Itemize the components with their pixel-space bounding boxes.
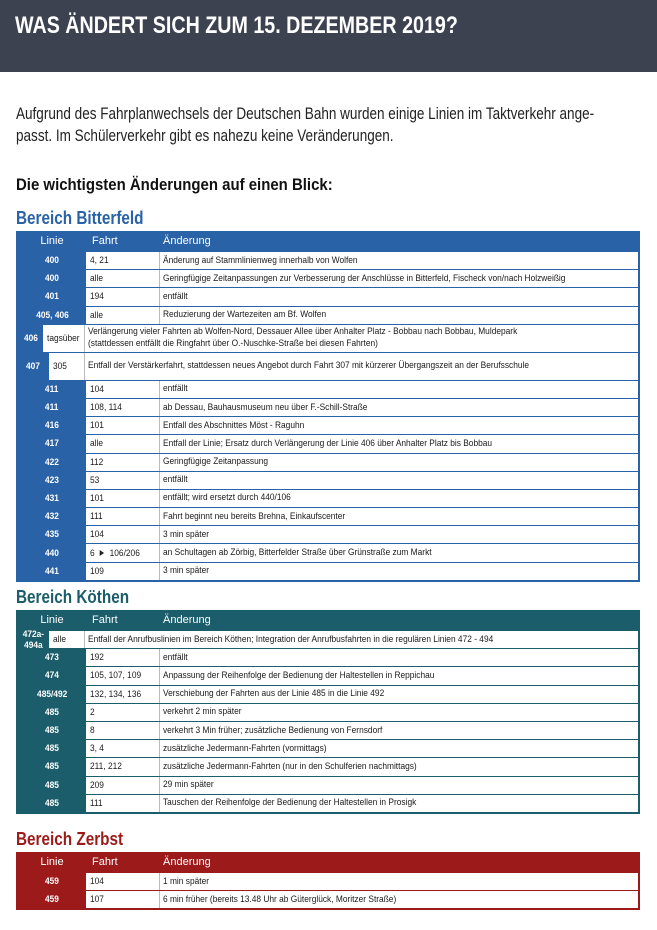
cell-linie bbox=[18, 252, 86, 269]
cell-fahrt-text: 194 bbox=[90, 291, 104, 303]
table-row bbox=[18, 251, 638, 269]
cell-linie bbox=[18, 307, 86, 324]
cell-aenderung-text: zusätzliche Jedermann-Fahrten (nur in den Schulferien nachmittags) bbox=[163, 760, 417, 772]
cell-fahrt-text: 132, 134, 136 bbox=[90, 688, 142, 700]
table-body bbox=[18, 251, 638, 580]
cell-fahrt bbox=[86, 307, 160, 324]
table-row bbox=[18, 398, 638, 416]
table-header bbox=[18, 852, 638, 872]
table-row bbox=[18, 489, 638, 507]
cell-aenderung-text: Verschiebung der Fahrten aus der Linie 485 in die Linie 492 bbox=[163, 688, 385, 700]
column-header-aenderung: Änderung bbox=[163, 235, 211, 247]
cell-linie-text: 485 bbox=[45, 779, 59, 791]
cell-aenderung-text: 3 min später bbox=[163, 565, 210, 577]
cell-fahrt-to: 106/206 bbox=[109, 547, 140, 559]
cell-fahrt-text: 8 bbox=[90, 725, 95, 737]
cell-fahrt-from: 6 bbox=[90, 547, 95, 559]
cell-aenderung bbox=[160, 252, 638, 269]
cell-linie-text: 400 bbox=[45, 255, 59, 267]
cell-linie-text: 416 bbox=[45, 420, 59, 432]
table-row bbox=[18, 776, 638, 794]
table-row bbox=[18, 757, 638, 775]
cell-linie bbox=[18, 704, 86, 721]
cell-fahrt-text: 105, 107, 109 bbox=[90, 670, 142, 682]
cell-fahrt bbox=[86, 490, 160, 507]
cell-aenderung-text: Verlängerung vieler Fahrten ab Wolfen-Nord, Dessauer Allee über Anhalter Platz - Bobbau nach Bobbau, Muldepark (stattdessen entfällt die Ringfahrt über O.-Nuschke-Straße bei diesen Fahrten) bbox=[88, 326, 518, 350]
cell-fahrt-text: 104 bbox=[90, 529, 104, 541]
cell-linie-text: 459 bbox=[45, 894, 59, 906]
cell-fahrt-text: 107 bbox=[90, 894, 104, 906]
cell-linie bbox=[18, 891, 86, 908]
cell-linie bbox=[18, 399, 86, 416]
table-row bbox=[18, 416, 638, 434]
table-row bbox=[18, 453, 638, 471]
cell-fahrt bbox=[86, 544, 160, 561]
cell-aenderung bbox=[160, 544, 638, 561]
cell-linie bbox=[18, 873, 86, 890]
cell-linie bbox=[18, 758, 86, 775]
table-row bbox=[18, 471, 638, 489]
cell-fahrt-text: 108, 114 bbox=[90, 402, 122, 414]
table-row bbox=[18, 507, 638, 525]
cell-aenderung bbox=[160, 270, 638, 287]
cell-fahrt bbox=[86, 740, 160, 757]
cell-aenderung-text: Tauschen der Reihenfolge der Bedienung der Haltestellen in Prosigk bbox=[163, 797, 417, 809]
cell-linie-text: 485 bbox=[45, 761, 59, 773]
cell-linie-text: 406 bbox=[23, 332, 38, 344]
cell-fahrt bbox=[86, 722, 160, 739]
table-row bbox=[18, 890, 638, 908]
cell-fahrt-text: 211, 212 bbox=[90, 761, 122, 773]
table-row bbox=[18, 794, 638, 812]
cell-aenderung-text: Reduzierung der Wartezeiten am Bf. Wolfen bbox=[163, 309, 327, 321]
cell-fahrt-text: alle bbox=[52, 634, 66, 646]
column-header-fahrt: Fahrt bbox=[92, 856, 118, 868]
cell-aenderung-text: Geringfügige Zeitanpassungen zur Verbesserung der Anschlüsse in Bitterfeld, Fischeck von/nach Holzweißig bbox=[163, 272, 566, 284]
intro-text bbox=[16, 103, 639, 147]
cell-linie bbox=[18, 288, 86, 305]
cell-fahrt bbox=[86, 288, 160, 305]
cell-aenderung-text: entfällt bbox=[163, 474, 188, 486]
table-row bbox=[18, 380, 638, 398]
cell-fahrt-text: 101 bbox=[90, 420, 104, 432]
cell-aenderung-text: 3 min später bbox=[163, 528, 210, 540]
cell-linie-text: 485 bbox=[45, 706, 59, 718]
cell-fahrt-text: 4, 21 bbox=[90, 255, 109, 267]
cell-linie-text: 472a-494a bbox=[22, 628, 45, 651]
cell-fahrt bbox=[49, 353, 85, 380]
cell-linie-text: 401 bbox=[45, 291, 59, 303]
column-header-linie: Linie bbox=[40, 856, 64, 868]
cell-linie-text: 417 bbox=[45, 438, 59, 450]
cell-fahrt bbox=[86, 873, 160, 890]
cell-fahrt-text: tagsüber bbox=[47, 332, 80, 344]
cell-fahrt-text: 2 bbox=[90, 706, 95, 718]
cell-fahrt bbox=[86, 270, 160, 287]
cell-aenderung bbox=[85, 353, 638, 380]
cell-aenderung bbox=[160, 399, 638, 416]
table-row bbox=[18, 628, 638, 651]
cell-fahrt-text: 111 bbox=[90, 797, 103, 809]
cell-fahrt-text: 111 bbox=[90, 511, 103, 523]
cell-linie-text: 411 bbox=[45, 402, 59, 414]
cell-linie bbox=[18, 417, 86, 434]
table-row bbox=[18, 648, 638, 666]
cell-linie-text: 441 bbox=[45, 565, 59, 577]
cell-linie-text: 411 bbox=[45, 383, 59, 395]
table-row bbox=[18, 739, 638, 757]
cell-aenderung-text: an Schultagen ab Zörbig, Bitterfelder Straße über Grünstraße zum Markt bbox=[163, 547, 432, 559]
column-header-linie: Linie bbox=[40, 235, 64, 247]
cell-aenderung bbox=[160, 777, 638, 794]
cell-aenderung-text: entfällt bbox=[163, 290, 188, 302]
cell-aenderung bbox=[160, 740, 638, 757]
cell-aenderung-text: entfällt bbox=[163, 651, 188, 663]
cell-fahrt bbox=[86, 508, 160, 525]
cell-aenderung bbox=[160, 704, 638, 721]
cell-fahrt bbox=[43, 325, 85, 352]
cell-aenderung bbox=[160, 417, 638, 434]
table-row bbox=[18, 287, 638, 305]
cell-aenderung-text: Entfall der Anrufbuslinien im Bereich Köthen; Integration der Anrufbusfahrten in die regulären Linien 472 - 494 bbox=[88, 633, 494, 645]
cell-linie-text: 400 bbox=[45, 273, 59, 285]
table-bitterfeld bbox=[16, 231, 640, 582]
cell-fahrt bbox=[86, 252, 160, 269]
cell-linie-text: 423 bbox=[45, 474, 59, 486]
cell-aenderung-text: Entfall der Linie; Ersatz durch Verlängerung der Linie 406 über Anhalter Platz bis Bobbau bbox=[163, 437, 493, 449]
cell-fahrt-text: 109 bbox=[90, 565, 104, 577]
cell-aenderung bbox=[160, 891, 638, 908]
table-row bbox=[18, 543, 638, 561]
cell-aenderung bbox=[160, 758, 638, 775]
cell-aenderung-text: ab Dessau, Bauhausmuseum neu über F.-Schill-Straße bbox=[163, 401, 368, 413]
cell-fahrt bbox=[86, 667, 160, 684]
cell-aenderung-text: zusätzliche Jedermann-Fahrten (vormittags) bbox=[163, 742, 327, 754]
cell-fahrt bbox=[86, 399, 160, 416]
cell-aenderung bbox=[160, 526, 638, 543]
table-row bbox=[18, 872, 638, 890]
cell-linie-text: 459 bbox=[45, 876, 59, 888]
arrow-right-icon bbox=[100, 550, 104, 556]
cell-aenderung-text: verkehrt 3 Min früher; zusätzliche Bedienung von Fernsdorf bbox=[163, 724, 383, 736]
section-title-bitterfeld: Bereich Bitterfeld bbox=[16, 208, 144, 228]
cell-fahrt-text: alle bbox=[90, 438, 104, 450]
cell-fahrt bbox=[49, 631, 85, 648]
cell-fahrt bbox=[86, 563, 160, 580]
cell-linie bbox=[18, 740, 86, 757]
cell-fahrt bbox=[86, 381, 160, 398]
cell-linie bbox=[18, 472, 86, 489]
cell-linie bbox=[18, 325, 43, 352]
table-row bbox=[18, 703, 638, 721]
cell-fahrt bbox=[86, 417, 160, 434]
cell-linie-text: 485/492 bbox=[36, 688, 68, 700]
cell-linie bbox=[18, 649, 86, 666]
cell-aenderung bbox=[160, 490, 638, 507]
cell-fahrt bbox=[86, 795, 160, 812]
cell-aenderung bbox=[160, 667, 638, 684]
cell-aenderung bbox=[85, 631, 638, 648]
cell-aenderung-text: 1 min später bbox=[163, 875, 210, 887]
cell-fahrt bbox=[86, 435, 160, 452]
cell-linie bbox=[18, 435, 86, 452]
cell-aenderung-text: 6 min früher (bereits 13.48 Uhr ab Güterglück, Moritzer Straße) bbox=[163, 893, 397, 905]
table-row bbox=[18, 269, 638, 287]
cell-fahrt-text: 209 bbox=[90, 779, 104, 791]
cell-linie bbox=[18, 508, 86, 525]
table-row bbox=[18, 666, 638, 684]
page-title: WAS ÄNDERT SICH ZUM 15. DEZEMBER 2019? bbox=[15, 12, 458, 39]
cell-linie bbox=[18, 795, 86, 812]
cell-fahrt-text: 192 bbox=[90, 652, 104, 664]
cell-linie bbox=[18, 686, 86, 703]
cell-fahrt-text: 104 bbox=[90, 383, 104, 395]
cell-linie-text: 473 bbox=[45, 652, 59, 664]
cell-aenderung bbox=[160, 472, 638, 489]
cell-aenderung bbox=[160, 686, 638, 703]
cell-aenderung bbox=[160, 307, 638, 324]
cell-aenderung-text: Geringfügige Zeitanpassung bbox=[163, 456, 269, 468]
cell-fahrt bbox=[86, 891, 160, 908]
cell-aenderung bbox=[160, 288, 638, 305]
column-header-aenderung: Änderung bbox=[163, 614, 211, 626]
cell-aenderung bbox=[160, 873, 638, 890]
cell-fahrt-text: alle bbox=[90, 309, 104, 321]
cell-linie bbox=[18, 270, 86, 287]
cell-fahrt-text: 112 bbox=[90, 456, 104, 468]
column-header-aenderung: Änderung bbox=[163, 856, 211, 868]
cell-linie bbox=[18, 381, 86, 398]
cell-aenderung bbox=[160, 435, 638, 452]
cell-aenderung-text: Entfall der Verstärkerfahrt, stattdessen neues Angebot durch Fahrt 307 mit kürzerer Übergangszeit an der Berufsschule bbox=[88, 360, 530, 372]
intro-line-2: passt. Im Schülerverkehr gibt es nahezu keine Veränderungen. bbox=[16, 127, 394, 145]
cell-aenderung bbox=[160, 722, 638, 739]
table-row bbox=[18, 306, 638, 324]
cell-aenderung-text: Fahrt beginnt neu bereits Brehna, Einkaufscenter bbox=[163, 510, 346, 522]
cell-linie-text: 422 bbox=[45, 456, 59, 468]
section-title-koethen: Bereich Köthen bbox=[16, 587, 130, 607]
cell-aenderung bbox=[160, 563, 638, 580]
cell-linie bbox=[18, 490, 86, 507]
cell-linie-text: 474 bbox=[45, 670, 59, 682]
table-row bbox=[18, 434, 638, 452]
section-title-zerbst: Bereich Zerbst bbox=[16, 829, 124, 849]
table-header bbox=[18, 610, 638, 630]
cell-aenderung bbox=[160, 649, 638, 666]
cell-linie bbox=[18, 544, 86, 561]
cell-aenderung bbox=[160, 795, 638, 812]
cell-linie bbox=[18, 563, 86, 580]
cell-linie-text: 485 bbox=[45, 743, 59, 755]
cell-linie-text: 485 bbox=[45, 797, 59, 809]
table-row bbox=[18, 685, 638, 703]
cell-aenderung-text: entfällt; wird ersetzt durch 440/106 bbox=[163, 492, 291, 504]
cell-aenderung bbox=[160, 454, 638, 471]
cell-aenderung-text: verkehrt 2 min später bbox=[163, 706, 242, 718]
table-koethen bbox=[16, 610, 640, 814]
cell-linie bbox=[18, 628, 49, 651]
cell-linie bbox=[18, 777, 86, 794]
table-row bbox=[18, 324, 638, 352]
cell-fahrt-text: 104 bbox=[90, 876, 104, 888]
cell-aenderung-text: Änderung auf Stammlinienweg innerhalb von Wolfen bbox=[163, 254, 358, 266]
cell-linie bbox=[18, 353, 49, 380]
cell-linie bbox=[18, 454, 86, 471]
cell-fahrt bbox=[86, 704, 160, 721]
cell-aenderung bbox=[160, 381, 638, 398]
cell-linie-text: 440 bbox=[45, 547, 59, 559]
cell-linie-text: 405, 406 bbox=[35, 309, 69, 321]
cell-fahrt bbox=[86, 649, 160, 666]
table-body bbox=[18, 630, 638, 812]
cell-linie-text: 407 bbox=[26, 360, 41, 372]
intro-line-1: Aufgrund des Fahrplanwechsels der Deutschen Bahn wurden einige Linien im Taktverkehr ange- bbox=[16, 105, 595, 123]
column-header-linie: Linie bbox=[40, 614, 64, 626]
cell-fahrt bbox=[86, 526, 160, 543]
cell-fahrt-text: 305 bbox=[52, 360, 67, 372]
cell-fahrt bbox=[86, 686, 160, 703]
cell-fahrt-text: 3, 4 bbox=[90, 743, 104, 755]
cell-aenderung-text: Entfall des Abschnittes Möst - Raguhn bbox=[163, 419, 305, 431]
cell-aenderung-text: entfällt bbox=[163, 383, 188, 395]
table-row bbox=[18, 721, 638, 739]
cell-linie bbox=[18, 667, 86, 684]
table-row bbox=[18, 352, 638, 380]
cell-fahrt-text: alle bbox=[90, 273, 104, 285]
cell-fahrt bbox=[86, 454, 160, 471]
overview-heading: Die wichtigsten Änderungen auf einen Blick: bbox=[16, 175, 333, 194]
page-header bbox=[0, 0, 657, 72]
cell-fahrt-text: 101 bbox=[90, 492, 104, 504]
cell-aenderung bbox=[160, 508, 638, 525]
table-row bbox=[18, 525, 638, 543]
cell-linie-text: 432 bbox=[45, 511, 59, 523]
table-header bbox=[18, 231, 638, 251]
cell-linie bbox=[18, 722, 86, 739]
table-row bbox=[18, 562, 638, 580]
cell-linie-text: 435 bbox=[45, 529, 59, 541]
table-zerbst bbox=[16, 852, 640, 910]
cell-fahrt bbox=[86, 777, 160, 794]
cell-fahrt bbox=[86, 472, 160, 489]
column-header-fahrt: Fahrt bbox=[92, 235, 118, 247]
cell-linie-text: 431 bbox=[45, 492, 59, 504]
cell-aenderung bbox=[85, 325, 638, 352]
column-header-fahrt: Fahrt bbox=[92, 614, 118, 626]
cell-linie bbox=[18, 526, 86, 543]
cell-aenderung-text: Anpassung der Reihenfolge der Bedienung der Haltestellen in Reppichau bbox=[163, 669, 435, 681]
cell-aenderung-text: 29 min später bbox=[163, 779, 214, 791]
table-body bbox=[18, 872, 638, 908]
cell-fahrt-text: 53 bbox=[90, 474, 100, 486]
cell-linie-text: 485 bbox=[45, 725, 59, 737]
cell-fahrt bbox=[86, 758, 160, 775]
